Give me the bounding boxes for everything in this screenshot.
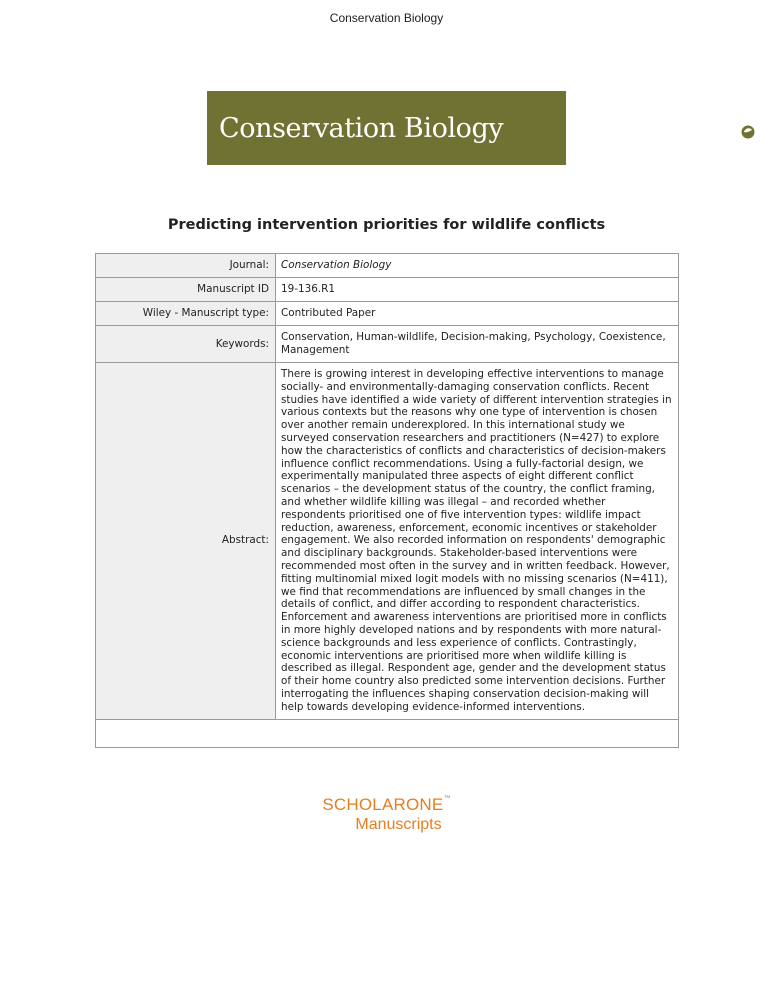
trademark-mark: ™	[443, 795, 451, 802]
keywords-row	[96, 326, 679, 363]
empty-row	[96, 719, 679, 747]
manuscript-id-value: 19-136.R1	[276, 278, 679, 302]
running-head: Conservation Biology	[329, 11, 444, 25]
journal-row	[96, 254, 679, 278]
journal-label: Journal:	[96, 254, 276, 278]
scholarone-suffix: ONE	[405, 795, 444, 814]
scholarone-subtitle: Manuscripts	[355, 816, 442, 833]
scholarone-prefix: SCHOLAR	[322, 795, 406, 814]
abstract-text: There is growing interest in developing effective interventions to manage socially- and environmentally-damaging conservation conflicts. Recent studies have identified a wide variety of different intervention strategies in various contexts but the reasons why one type of intervention is chosen over another remain underexplored. In this international study we surveyed conservation researchers and practitioners (N=427) to explore how the characteristics of conflicts and characteristics of decision-makers influence conflict recommendations. Using a fully-factorial design, we experimentally manipulated three aspects of eight different conflict scenarios – the development status of the country, the conflict framing, and whether wildlife killing was illegal – and recorded whether respondents prioritised one of five intervention types: wildlife impact reduction, awareness, enforcement, economic incentives or stakeholder engagement. We also recorded information on respondents' demographic and disciplinary backgrounds. Stakeholder-based interventions were recommended most often in the survey and in written feedback. However, fitting multinomial mixed logit models with no missing scenarios (N=411), we find that recommendations are influenced by small changes in the details of conflict, and differ according to respondent characteristics. Enforcement and awareness interventions are prioritised more in conflicts in more highly developed nations and by respondents with more natural-science backgrounds and less experience of conflicts. Contrastingly, economic interventions are prioritised more when wildlife killing is described as illegal. Respondent age, gender and the development status of their home country also predicted some intervention decisions. Further interrogating the influences shaping conservation decision-making will help towards developing evidence-informed interventions.	[281, 368, 672, 713]
journal-banner	[207, 91, 566, 165]
journal-value: Conservation Biology	[276, 254, 679, 278]
banner-title: Conservation Biology	[219, 112, 504, 144]
keywords-text: Conservation, Human-wildlife, Decision-making, Psychology, Coexistence, Management	[281, 331, 666, 356]
manuscript-id-row	[96, 278, 679, 302]
keywords-value	[276, 326, 679, 363]
scholarone-wordmark	[0, 795, 773, 815]
abstract-label: Abstract:	[96, 363, 276, 720]
scholarone-logo	[0, 795, 773, 834]
manuscript-type-row	[96, 302, 679, 326]
abstract-value	[276, 363, 679, 720]
paper-title: Predicting intervention priorities for wildlife conflicts	[167, 217, 606, 233]
manuscript-type-value: Contributed Paper	[276, 302, 679, 326]
empty-cell	[96, 719, 679, 747]
manuscript-metadata-table	[95, 253, 679, 748]
manuscript-type-label: Wiley - Manuscript type:	[96, 302, 276, 326]
keywords-label: Keywords:	[96, 326, 276, 363]
bird-leaf-logo-icon	[719, 108, 763, 148]
manuscript-id-label: Manuscript ID	[96, 278, 276, 302]
abstract-row	[96, 363, 679, 720]
